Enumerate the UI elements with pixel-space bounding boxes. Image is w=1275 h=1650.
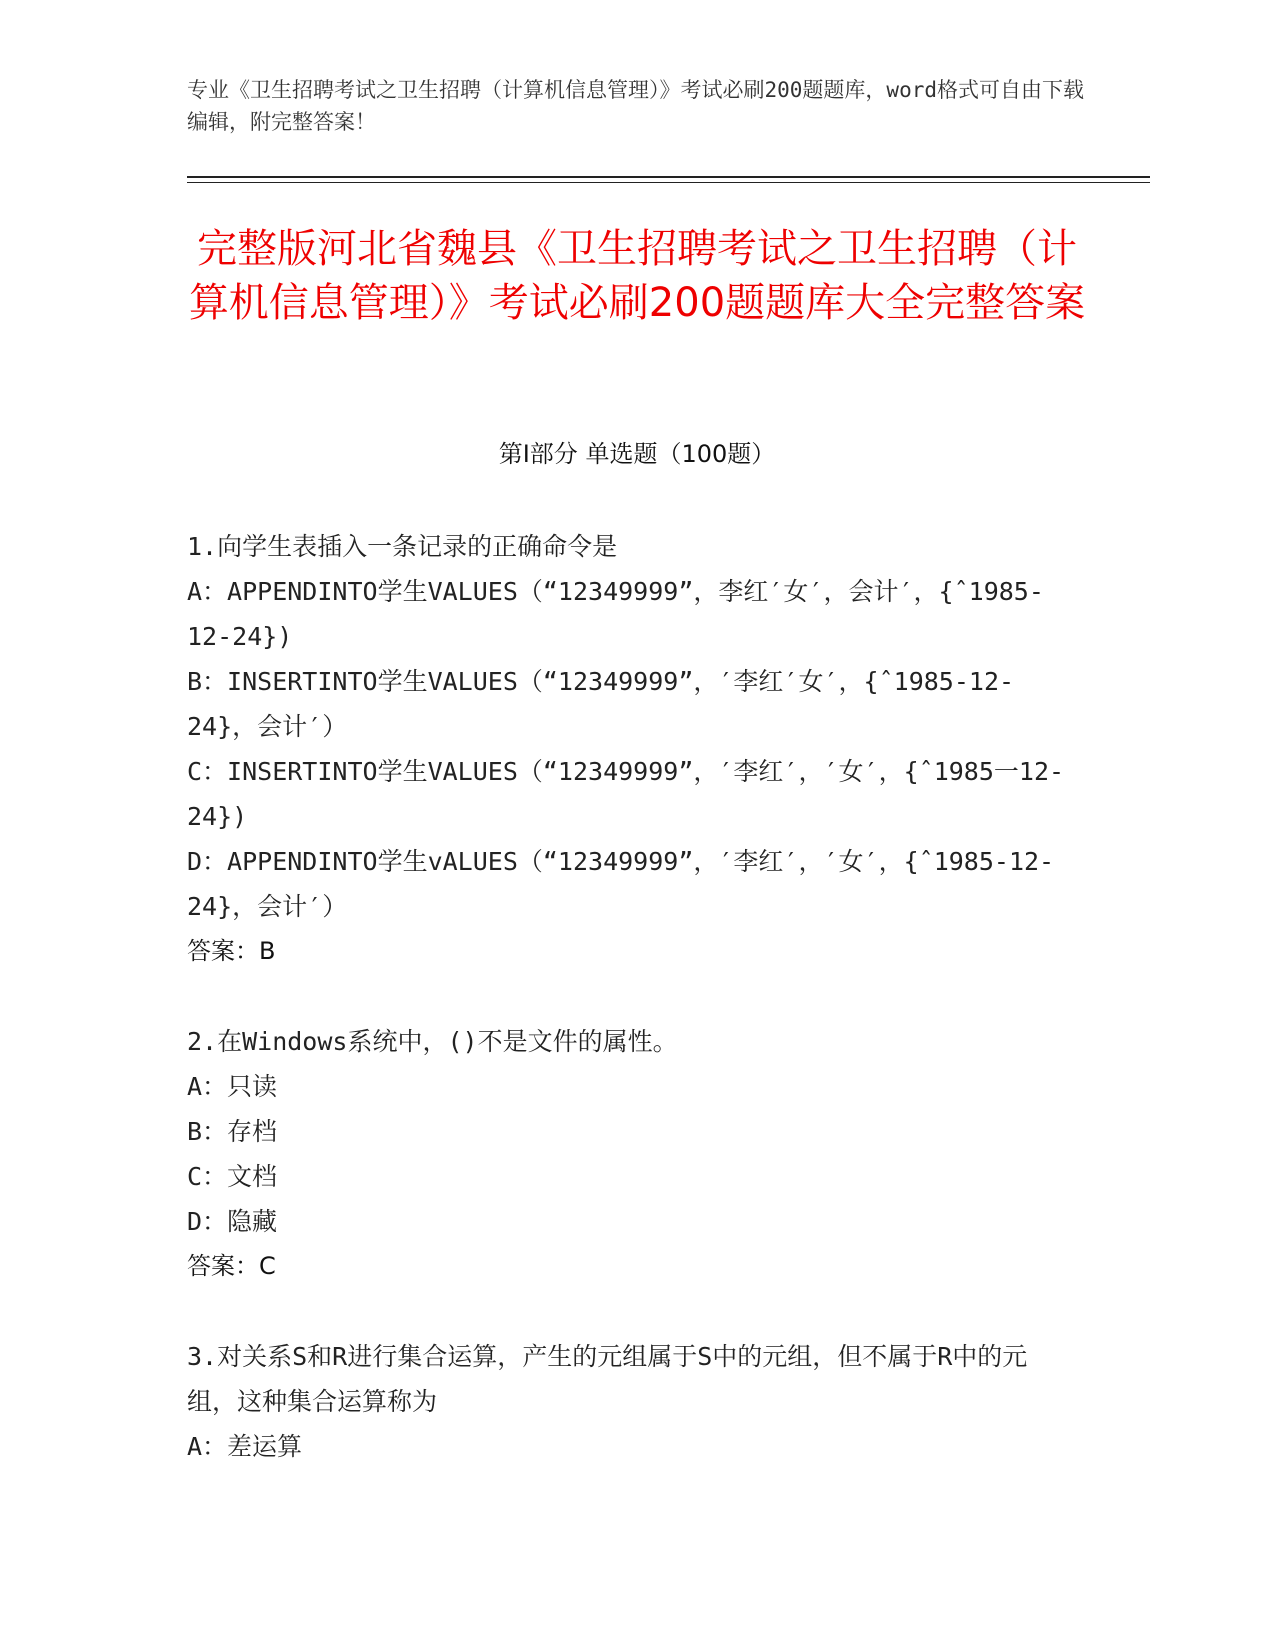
document-title: 完整版河北省魏县《卫生招聘考试之卫生招聘（计算机信息管理）》考试必刷200题题库大全完整答案 xyxy=(188,226,1086,326)
answer: 答案：C xyxy=(187,1252,276,1280)
option-a: A：差运算 xyxy=(187,1432,303,1461)
option-b: B：INSERTINTO学生VALUES（“12349999”，′李红′女′，{ˆ1985-12-24}，会计′） xyxy=(187,667,1015,741)
option-c: C：INSERTINTO学生VALUES（“12349999”，′李红′，′女′，{ˆ1985一12-24}) xyxy=(187,757,1065,831)
option-c: C：文档 xyxy=(187,1162,278,1191)
header-note: 专业《卫生招聘考试之卫生招聘（计算机信息管理）》考试必刷200题题库，word格式可自由下载编辑，附完整答案！ xyxy=(187,78,1084,134)
question-stem: 3.对关系S和R进行集合运算，产生的元组属于S中的元组，但不属于R中的元组，这种集合运算称为 xyxy=(187,1342,1028,1416)
option-d: D：APPENDINTO学生vALUES（“12349999”，′李红′，′女′，{ˆ1985-12-24}，会计′） xyxy=(187,847,1055,921)
answer: 答案：B xyxy=(187,937,276,965)
option-a: A：只读 xyxy=(187,1072,278,1101)
option-a: A：APPENDINTO学生VALUES（“12349999”，李红′女′，会计′，{ˆ1985-12-24}) xyxy=(187,577,1044,651)
question-1 xyxy=(187,524,1067,973)
question-2 xyxy=(187,1019,1067,1288)
question-stem: 2.在Windows系统中，()不是文件的属性。 xyxy=(187,1027,678,1056)
section-heading: 第I部分 单选题（100题） xyxy=(498,440,776,468)
option-d: D：隐藏 xyxy=(187,1207,278,1236)
option-b: B：存档 xyxy=(187,1117,278,1146)
question-list xyxy=(187,524,1067,1515)
header-divider-thin xyxy=(187,182,1150,183)
question-3 xyxy=(187,1334,1067,1469)
question-stem: 1.向学生表插入一条记录的正确命令是 xyxy=(187,532,618,561)
header-divider-thick xyxy=(187,176,1150,178)
